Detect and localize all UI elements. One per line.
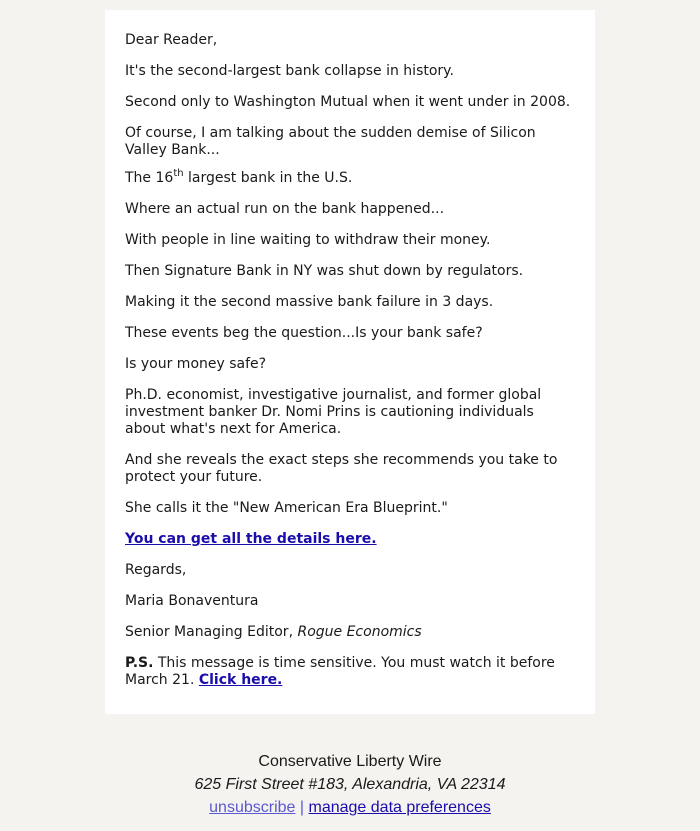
footer-links bbox=[0, 796, 700, 819]
paragraph: With people in line waiting to withdraw their money. bbox=[125, 232, 491, 248]
signer-name: Maria Bonaventura bbox=[125, 593, 259, 609]
paragraph: Where an actual run on the bank happened... bbox=[125, 201, 445, 217]
closing: Regards, bbox=[125, 562, 187, 578]
ps-label: P.S. bbox=[125, 655, 154, 671]
footer-separator: | bbox=[299, 799, 305, 816]
paragraph: Making it the second massive bank failure in 3 days. bbox=[125, 294, 494, 310]
org-address: 625 First Street #183, Alexandria, VA 22314 bbox=[194, 776, 506, 793]
greeting: Dear Reader, bbox=[125, 32, 218, 48]
paragraph: Of course, I am talking about the sudden demise of Silicon Valley Bank... bbox=[125, 125, 536, 158]
paragraph: Then Signature Bank in NY was shut down by regulators. bbox=[125, 263, 524, 279]
paragraph: Second only to Washington Mutual when it went under in 2008. bbox=[125, 94, 571, 110]
paragraph: It's the second-largest bank collapse in history. bbox=[125, 63, 454, 79]
unsubscribe-link[interactable]: unsubscribe bbox=[209, 799, 296, 816]
email-body-card bbox=[105, 10, 595, 714]
signer-role: Senior Managing Editor, bbox=[125, 624, 298, 640]
postscript bbox=[125, 655, 575, 689]
paragraph: These events beg the question...Is your bank safe? bbox=[125, 325, 483, 341]
paragraph: Is your money safe? bbox=[125, 356, 267, 372]
details-link[interactable]: You can get all the details here. bbox=[125, 531, 377, 547]
email-footer bbox=[0, 750, 700, 819]
paragraph: She calls it the "New American Era Blueprint." bbox=[125, 500, 448, 516]
manage-preferences-link[interactable]: manage data preferences bbox=[308, 799, 491, 816]
click-here-link[interactable]: Click here. bbox=[198, 672, 283, 688]
paragraph-text: largest bank in the U.S. bbox=[183, 170, 353, 186]
details-link-paragraph bbox=[125, 531, 575, 548]
paragraph bbox=[125, 170, 575, 187]
paragraph: And she reveals the exact steps she recommends you take to protect your future. bbox=[125, 452, 558, 485]
signer-title bbox=[125, 624, 575, 641]
publication-name: Rogue Economics bbox=[297, 624, 422, 640]
ps-text: This message is time sensitive. You must watch it before March 21. bbox=[125, 655, 555, 688]
paragraph-text: The 16 bbox=[125, 170, 174, 186]
paragraph: Ph.D. economist, investigative journalist, and former global investment banker Dr. Nomi Prins is cautioning individuals about what's next for America. bbox=[125, 387, 542, 437]
org-name: Conservative Liberty Wire bbox=[258, 753, 442, 770]
ordinal-suffix: th bbox=[173, 168, 184, 179]
